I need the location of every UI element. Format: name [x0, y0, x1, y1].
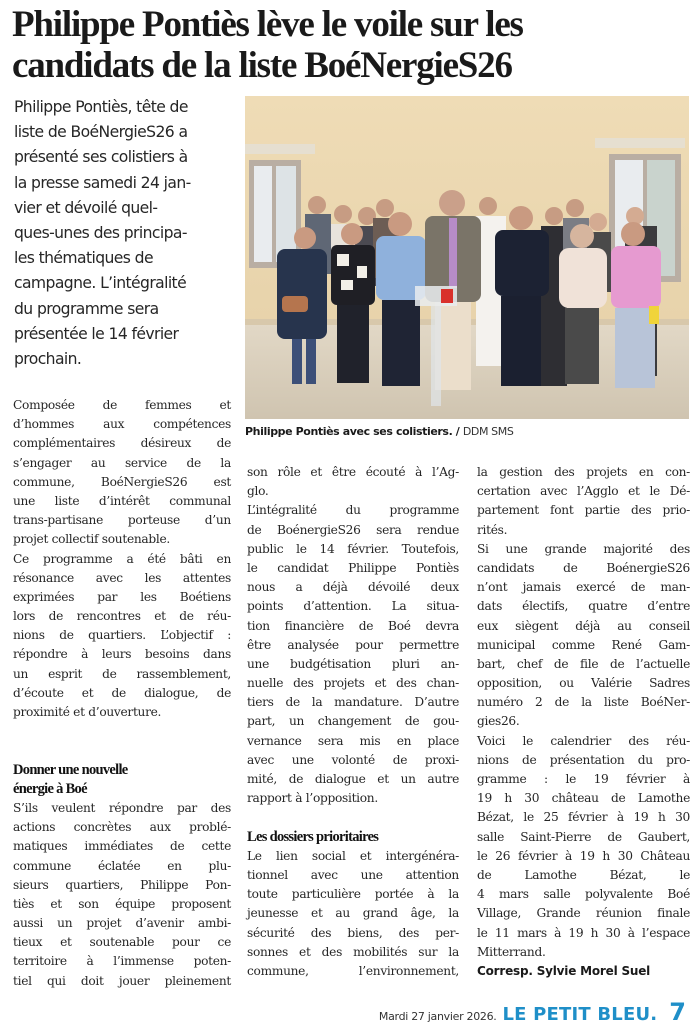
body-text-line: candidats de BoénergieS26: [477, 560, 690, 575]
body-text-line: tionnel avec une attention: [247, 867, 459, 882]
body-text-line: lors de rencontres et de réu-: [13, 609, 231, 624]
body-text-line: eux siègent déjà au conseil: [477, 618, 690, 633]
lead-line: vier et dévoilé quel-: [14, 198, 158, 217]
article-column-2: [247, 463, 459, 981]
body-text-line: [247, 808, 459, 827]
body-text-line: commune éclatée en plu-: [13, 858, 231, 873]
article-column-1: [13, 396, 231, 991]
group-photo: [245, 96, 689, 419]
body-text-line: tiel qui doit jouer pleinement: [13, 973, 231, 988]
lead-line: les thématiques de: [14, 249, 153, 268]
body-text-line: son rôle et être écouté à l’Ag-: [247, 465, 459, 479]
lead-line: Philippe Pontiès, tête de: [14, 98, 188, 116]
lead-line: du programme sera: [14, 299, 159, 318]
body-text-line: aussi un projet d’avenir ambi-: [13, 916, 231, 931]
body-text-line: être analysée pour permettre: [247, 637, 459, 652]
lead-line: présenté ses colistiers à: [14, 148, 188, 167]
body-text-line: le 26 février à 19 h 30 Château: [477, 848, 690, 863]
body-text-line: une budgétisation pluri an-: [247, 656, 459, 671]
body-text-line: trans-partisane porteuse d’un: [13, 513, 231, 528]
body-text-line: Mitterrand.: [477, 944, 546, 959]
photo-caption-text: Philippe Pontiès avec ses colistiers. /: [245, 425, 463, 438]
body-text-line: jeunesse et au grand âge, la: [247, 906, 459, 921]
body-text-line: gies26.: [477, 714, 520, 729]
body-text-line: tieux et soutenable pour ce: [13, 935, 231, 950]
body-text-line: proximité et d’ouverture.: [13, 705, 162, 719]
section-subheading: énergie à Boé: [13, 780, 87, 797]
lead-line: prochain.: [14, 350, 82, 369]
body-text-line: glo.: [247, 484, 269, 499]
body-text-line: vernance sera mis en place: [247, 733, 459, 748]
body-text-line: nions de quartiers. L’objectif :: [13, 628, 231, 643]
body-text-line: mité, de dialogue et un autre: [247, 772, 459, 786]
body-text-line: sonnes et des mobilités sur la: [247, 944, 459, 959]
body-text-line: sécurité des biens, des per-: [247, 925, 459, 940]
lead-line: liste de BoéNergieS26 a: [14, 123, 188, 142]
body-text-line: gramme : le 19 février à: [477, 772, 690, 786]
body-text-line: L’intégralité du programme: [247, 503, 459, 518]
newspaper-name: LE PETIT BLEU.: [502, 1004, 658, 1025]
body-text-line: numéro 2 de la liste BoéNer-: [477, 695, 690, 710]
body-text-line: tiès et son équipe proposent: [13, 896, 231, 911]
body-text-line: de Lamothe Bézat, le: [477, 867, 690, 882]
body-text-line: tiers de la mandature. D’autre: [247, 695, 459, 710]
body-text-line: le candidat Philippe Pontiès: [247, 560, 459, 575]
lead-line: campagne. L’intégralité: [14, 274, 187, 293]
body-text-line: le 11 mars à 19 h 30 à l’espace: [477, 925, 690, 940]
body-text-line: commune, BoéNergieS26 est: [13, 474, 231, 489]
body-text-line: [13, 741, 231, 760]
body-text-line: public le 14 février. Toutefois,: [247, 541, 459, 556]
body-text-line: avec une volonté de proxi-: [247, 752, 459, 767]
body-text-line: Ce programme a été bâti en: [13, 551, 231, 566]
body-text-line: Composée de femmes et: [13, 398, 231, 412]
article-column-3: [477, 463, 690, 981]
body-text-line: Village, Grande réunion finale: [477, 906, 690, 921]
body-text-line: une liste d’intérêt communal: [13, 493, 231, 508]
page-number: 7: [669, 998, 686, 1026]
body-text-line: 4 mars salle polyvalente Boé: [477, 887, 690, 902]
body-text-line: sieurs quartiers, Philippe Pon-: [13, 877, 231, 892]
body-text-line: nions de présentation du pro-: [477, 752, 690, 767]
body-text-line: résonance avec les attentes: [13, 570, 231, 585]
body-text-line: points d’attention. La situa-: [247, 599, 459, 614]
body-text-line: rités.: [477, 522, 508, 537]
body-text-line: salle Saint-Pierre de Gaubert,: [477, 829, 690, 844]
section-subheading: Donner une nouvelle: [13, 761, 128, 778]
body-text-line: 19 h 30 château de Lamothe: [477, 791, 690, 806]
body-text-line: Voici le calendrier des réu-: [477, 733, 690, 748]
body-text-line: d’écoute et de dialogue, de: [13, 685, 231, 700]
lead-paragraph: [14, 95, 236, 372]
body-text-line: Bézat, le 25 février à 19 h 30: [477, 810, 690, 825]
headline-line: candidats de la liste BoéNergieS26: [12, 45, 512, 86]
body-text-line: nous a déjà dévoilé deux: [247, 580, 459, 595]
byline: Corresp. Sylvie Morel Suel: [477, 963, 651, 978]
photo-credit: DDM SMS: [462, 425, 514, 438]
group-photo-illustration: [245, 96, 689, 419]
body-text-line: rapport à l’opposition.: [247, 791, 378, 806]
body-text-line: certation avec l’Agglo et le Dé-: [477, 484, 690, 499]
body-text-line: Si une grande majorité des: [477, 541, 690, 556]
body-text-line: nuelle des projets et des chan-: [247, 676, 459, 691]
body-text-line: toute particulière portée à la: [247, 887, 459, 902]
section-subheading: Les dossiers prioritaires: [247, 828, 379, 845]
photo-caption: [245, 425, 695, 439]
body-text-line: part, un changement de gou-: [247, 714, 459, 729]
body-text-line: un esprit de rassemblement,: [13, 666, 231, 681]
body-text-line: la gestion des projets en con-: [477, 465, 690, 479]
body-text-line: dats électifs, quatre d’entre: [477, 599, 690, 614]
body-text-line: municipal comme René Gam-: [477, 637, 690, 652]
page-footer: [379, 998, 686, 1026]
lead-line: ques-unes des principa-: [14, 224, 187, 243]
body-text-line: S’ils veulent répondre par des: [13, 800, 231, 815]
body-text-line: d’hommes aux compétences: [13, 417, 231, 432]
body-text-line: projet collectif soutenable.: [13, 532, 170, 547]
body-text-line: territoire à l’immense poten-: [13, 954, 231, 969]
body-text-line: n’ont jamais exercé de man-: [477, 580, 690, 595]
body-text-line: bart, chef de file de l’actuelle: [477, 656, 690, 671]
body-text-line: actions concrètes aux problé-: [13, 820, 231, 835]
body-text-line: répondre à leurs besoins dans: [13, 647, 231, 662]
body-text-line: s’engager au service de la: [13, 455, 231, 470]
lead-line: la presse samedi 24 jan-: [14, 173, 191, 192]
body-text-line: opposition, ou Valérie Sadres: [477, 676, 690, 691]
lead-line: présentée le 14 février: [14, 324, 179, 343]
body-text-line: partement font partie des prio-: [477, 503, 690, 518]
headline-line: Philippe Pontiès lève le voile sur les: [12, 4, 523, 45]
headline: [12, 4, 692, 86]
issue-date: Mardi 27 janvier 2026.: [378, 1010, 497, 1023]
body-text-line: tion financière de Boé devra: [247, 618, 459, 633]
body-text-line: de BoénergieS26 sera rendue: [247, 522, 459, 537]
body-text-line: commune, l’environnement,: [247, 963, 459, 978]
body-text-line: matiques immédiates de cette: [13, 839, 231, 854]
body-text-line: complémentaires désireux de: [13, 436, 231, 451]
body-text-line: [13, 722, 231, 741]
body-text-line: exprimées par les Boétiens: [13, 589, 231, 604]
body-text-line: Le lien social et intergénéra-: [247, 848, 459, 863]
